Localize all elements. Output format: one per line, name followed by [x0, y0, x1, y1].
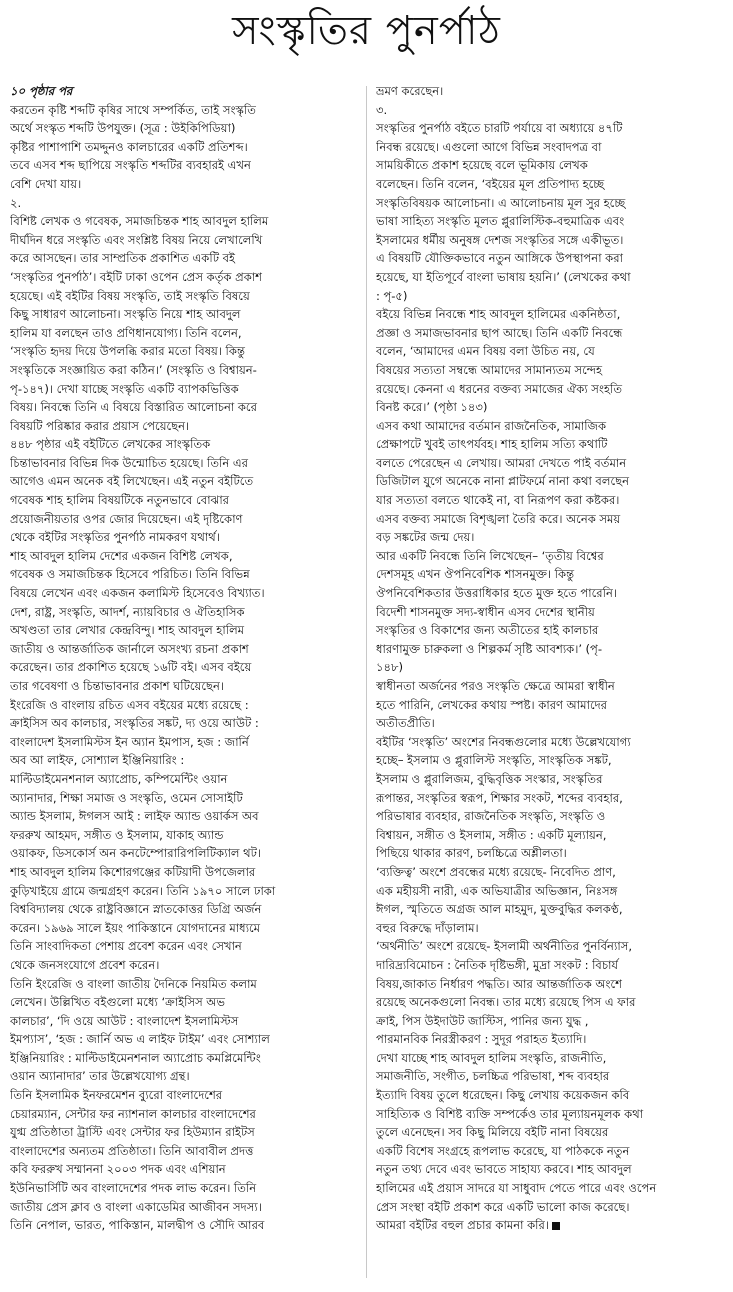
- article-line: তার গবেষণা ও চিন্তাভাবনার প্রকাশ ঘটিয়েছেন।: [10, 679, 224, 693]
- article-line: হচ্ছে– ইসলাম ও প্লুরালিস্ট সংস্কৃতি, সাংস্কৃতিক সঙ্কট,: [376, 753, 612, 768]
- article-line: এ বিষয়টি যৌক্তিকভাবে নতুন আঙ্গিকে উপস্থাপনা করা: [376, 251, 623, 266]
- article-line: ক্রাইসিস অব কালচার, সংস্কৃতির সঙ্কট, দ্য ওয়ে আউট :: [10, 716, 259, 731]
- article-line: পিছিয়ে থাকার কারণ, চলচ্চিত্রে অশ্লীলতা।: [376, 846, 567, 861]
- article-line: ১৪৮): [376, 660, 403, 675]
- article-line: গবেষক ও সমাজচিন্তক হিসেবে পরিচিত। তিনি বিভিন্ন: [10, 567, 250, 582]
- article-line: পরিভাষার ব্যবহার, রাজনৈতিক সংস্কৃতি, সংস্কৃতি ও: [376, 809, 606, 824]
- article-line: নিবন্ধ রয়েছে। এগুলো আগে বিভিন্ন সংবাদপত্র বা: [376, 139, 602, 154]
- article-line: লেখেন। উল্লিখিত বইগুলো মধ্যে ‘ক্রাইসিস অভ: [10, 995, 225, 1010]
- end-mark-icon: [552, 1222, 560, 1230]
- article-line: আমরা বইটির বহুল প্রচার কামনা করি।: [376, 1216, 724, 1235]
- article-line: দেশ, রাষ্ট্র, সংস্কৃতি, আদর্শ, ন্যায়বিচার ও ঐতিহাসিক: [10, 604, 245, 619]
- article-line: ২.: [10, 195, 22, 210]
- article-line: অখণ্ডতা তার লেখার কেন্দ্রবিন্দু। শাহ আবদুল হালিম: [10, 623, 245, 638]
- article-line: যার সত্যতা বলতে থাকেই না, বা নিরূপণ করা কষ্টকর।: [376, 493, 620, 508]
- article-line: করতেন কৃষ্টি শব্দটি কৃষির সাথে সম্পর্কিত, তাই সংস্কৃতি: [10, 102, 256, 117]
- article-line: শাহ আবদুল হালিম কিশোরগঞ্জের কটিয়াদী উপজেলার: [10, 864, 256, 879]
- article-line: বলতে পেরেছেন এ লেখায়। আমরা দেখতে পাই বর্তমান: [376, 455, 627, 470]
- article-line: কিছু সাধারণ আলোচনা। সংস্কৃতি নিয়ে শাহ আবদুল: [10, 307, 241, 322]
- article-line: বিশ্ববিদ্যালয় থেকে রাষ্ট্রবিজ্ঞানে স্নাতকোত্তর ডিগ্রি অর্জন: [10, 902, 262, 917]
- article-line: বলেছেন। তিনি বলেন, ‘বইয়ের মূল প্রতিপাদ্য হচ্ছে: [376, 176, 605, 191]
- article-line: থেকে জনসংযোগে প্রবেশ করেন।: [10, 957, 160, 972]
- article-line: ১০ পৃষ্ঠার পর: [10, 84, 73, 98]
- article-line: কৃষ্টির পাশাপাশি তমদ্দুনও কালচারের একটি প্রতিশব্দ।: [10, 139, 248, 154]
- article-line: ইসলামের ধর্মীয় অনুষঙ্গ দেশজ সংস্কৃতির সঙ্গে একীভূত।: [376, 232, 624, 247]
- article-line: দেখা যাচ্ছে শাহ আবদুল হালিম সংস্কৃতি, রাজনীতি,: [376, 1050, 607, 1065]
- article-line: সাহিত্যিক ও বিশিষ্ট ব্যক্তি সম্পর্কেও তার মূল্যায়নমূলক কথা: [376, 1106, 644, 1121]
- article-line: বাংলাদেশের অন্যতম প্রতিষ্ঠাতা। তিনি আবাবীল প্রদত্ত: [10, 1143, 254, 1158]
- article-line: অ্যানাদার, শিক্ষা সমাজ ও সংস্কৃতি, ওমেন সোসাইটি: [10, 790, 243, 805]
- article-line: ইউনিভার্সিটি অব বাংলাদেশের পদক লাভ করেন। তিনি: [10, 1181, 257, 1196]
- article-line: তিনি সাংবাদিকতা পেশায় প্রবেশ করেন এবং সেখান: [10, 939, 242, 954]
- article-line: বড় সঙ্কটের জন্ম দেয়।: [376, 530, 475, 545]
- article-line: কুড়িখাইয়ে গ্রামে জন্মগ্রহণ করেন। তিনি ১৯৭০ সালে ঢাকা: [10, 883, 276, 898]
- article-line: দারিদ্র্যবিমোচন : নৈতিক দৃষ্টিভঙ্গী, মুদ্রা সংকট : বিচার্য: [376, 957, 619, 972]
- article-line: বিশ্বায়ন, সঙ্গীত ও ইসলাম, সঙ্গীত : একটি মূল্যায়ন,: [376, 827, 607, 842]
- article-line: তিনি ইংরেজি ও বাংলা জাতীয় দৈনিকে নিয়মিত কলাম: [10, 976, 257, 991]
- article-line: থেকে বইটির সংস্কৃতির পুনর্পাঠ নামকরণ যথার্থ।: [10, 530, 220, 545]
- article-column-right: [376, 82, 724, 1282]
- article-line: হালিম যা বলছেন তাও প্রণিধানযোগ্য। তিনি বলেন,: [10, 325, 242, 340]
- article-line: সংস্কৃতিবিষয়ক আলোচনা। এ আলোচনায় মূল সুর হচ্ছে: [376, 195, 626, 210]
- article-line: অতীতপ্রীতি।: [376, 716, 435, 731]
- article-line: অ্যান্ড ইসলাম, ঈগলস আই : লাইফ অ্যান্ড ওয়ার্কস অব: [10, 809, 259, 824]
- article-line: ক্রাই, পিস উইদাউট জাস্টিস, পানির জন্য যুদ্ধ ,: [376, 1013, 589, 1028]
- article-line: শাহ আবদুল হালিম দেশের একজন বিশিষ্ট লেখক,: [10, 548, 233, 563]
- article-line: সংস্কৃতির পুনর্পাঠ বইতে চারটি পর্যায়ে বা অধ্যায়ে ৪৭টি: [376, 121, 623, 136]
- article-line: বিষয়। নিবন্ধে তিনি এ বিষয়ে বিস্তারিত আলোচনা করে: [10, 400, 257, 415]
- article-line: নতুন তথ্য দেবে এবং ভাবতে সাহায্য করবে। শাহ আবদুল: [376, 1162, 632, 1177]
- article-line: : পৃ-৫): [376, 288, 408, 303]
- article-line: ইংরেজি ও বাংলায় রচিত এসব বইয়ের মধ্যে রয়েছে :: [10, 697, 249, 712]
- article-line: ডিজিটাল যুগে অনেকে নানা প্লাটফর্মে নানা কথা বলছেন: [376, 474, 630, 489]
- article-line: অর্থে সংস্কৃত শব্দটি উপযুক্ত। (সূত্র : উইকিপিডিয়া): [10, 121, 236, 136]
- article-line: বিনষ্ট করে।’ (পৃষ্ঠা ১৪৩): [376, 400, 488, 415]
- article-line: বিষয়,জাকাত নির্ধারণ পদ্ধতি। আর আন্তর্জাতিক অংশে: [376, 976, 622, 991]
- article-line: এসব কথা আমাদের বর্তমান রাজনৈতিক, সামাজিক: [376, 418, 607, 433]
- article-line: চেয়ারম্যান, সেন্টার ফর ন্যাশনাল কালচার বাংলাদেশের: [10, 1106, 256, 1121]
- article-line: ৪৪৮ পৃষ্ঠার এই বইটিতে লেখকের সাংস্কৃতিক: [10, 437, 211, 452]
- article-line: বিশিষ্ট লেখক ও গবেষক, সমাজচিন্তক শাহ আবদুল হালিম: [10, 214, 269, 229]
- article-line: ‘অর্থনীতি’ অংশে রয়েছে- ইসলামী অর্থনীতির পুনর্বিন্যাস,: [376, 939, 632, 954]
- article-line: ওয়াকফ, ডিসকোর্স অন কনটেম্পোরারিপলিটিক্যাল থট।: [10, 846, 261, 861]
- article-line: হয়েছে, যা ইতিপূর্বে বাংলা ভাষায় হয়নি।’ (লেখকের কথা: [376, 269, 631, 284]
- article-line: বিদেশী শাসনমুক্ত সদ্য-স্বাধীন এসব দেশের স্থানীয়: [376, 604, 595, 619]
- article-line: তবে এসব শব্দ ছাপিয়ে সংস্কৃতি শব্দটির ব্যবহারই এখন: [10, 158, 251, 173]
- article-line: প্রেক্ষাপটে খুবই তাৎপর্যবহ। শাহ হালিম সত্যি কথাটি: [376, 437, 608, 452]
- article-line: ইঞ্জিনিয়ারিং : মাল্টিডাইমেনশনাল অ্যাপ্রোচ কমপ্লিমেন্টিং: [10, 1050, 261, 1065]
- article-line: কালচার’, ‘দি ওয়ে আউট : বাংলাদেশ ইসলামিস্টস: [10, 1013, 239, 1028]
- article-line: বহুর বিরুদ্ধে দাঁড়ালাম।: [376, 920, 479, 935]
- article-line: মাল্টিডাইমেনশনাল অ্যাপ্রোচ, কম্পিমেন্টিং ওয়ান: [10, 771, 228, 786]
- article-line: আর একটি নিবন্ধে তিনি লিখেছেন– ‘তৃতীয় বিশ্বের: [376, 548, 604, 563]
- article-line: রয়েছে। কেননা এ ধরনের বক্তব্য সমাজের ঐক্য সংহতি: [376, 381, 623, 396]
- article-line: ওয়ান অ্যানাদার’ তার উল্লেখযোগ্য গ্রন্থ।: [10, 1069, 190, 1084]
- article-line: কবি ফররুখ সম্মাননা ২০০৩ পদক এবং এশিয়ান: [10, 1162, 226, 1177]
- article-line: এক মহীয়সী নারী, এক অভিযাত্রীর অভিজ্ঞান, নিঃসঙ্গ: [376, 883, 618, 898]
- article-line: দীর্ঘদিন ধরে সংস্কৃতি এবং সংশ্লিষ্ট বিষয় নিয়ে লেখালেখি: [10, 232, 263, 247]
- article-line: হতে পারিনি, লেখকের কথায় স্পষ্ট। কারণ আমাদের: [376, 697, 608, 712]
- article-line: চিন্তাভাবনার বিভিন্ন দিক উন্মোচিত হয়েছে। তিনি এর: [10, 455, 249, 470]
- article-body: [10, 82, 724, 1282]
- article-line: জাতীয় প্রেস ক্লাব ও বাংলা একাডেমির আজীবন সদস্য।: [10, 1199, 262, 1214]
- article-line: বইটির ‘সংস্কৃতি’ অংশের নিবন্ধগুলোর মধ্যে উল্লেখযোগ্য: [376, 734, 631, 749]
- article-line: করেছেন। তার প্রকাশিত হয়েছে ১৬টি বই। এসব বইয়ে: [10, 660, 252, 675]
- article-line: সংস্কৃতির ও বিকাশের জন্য অতীতের হাই কালচার: [376, 623, 599, 638]
- article-line: ইমপ্যাস’, ‘হজ : জার্নি অভ এ লাইফ টাইম’ এবং সোশ্যাল: [10, 1032, 270, 1047]
- article-line: দেশসমূহ এখন ঔপনিবেশিক শাসনমুক্ত। কিন্তু: [376, 567, 575, 582]
- article-line: পৃ-১৪৭)। দেখা যাচ্ছে সংস্কৃতি একটি ব্যাপকভিত্তিক: [10, 381, 239, 396]
- article-line: করে আসছেন। তার সাম্প্রতিক প্রকাশিত একটি বই: [10, 251, 235, 266]
- column-divider: [366, 86, 367, 1278]
- article-line: ‘সংস্কৃতির পুনর্পাঠ’। বইটি ঢাকা ওপেন প্রেস কর্তৃক প্রকাশ: [10, 269, 262, 284]
- article-line: স্বাধীনতা অর্জনের পরও সংস্কৃতি ক্ষেত্রে আমরা স্বাধীন: [376, 679, 615, 693]
- article-line: বলেন, ‘আমাদের এমন বিষয় বলা উচিত নয়, যে: [376, 344, 595, 359]
- article-column-left: [10, 82, 358, 1282]
- article-line: ৩.: [376, 102, 388, 117]
- article-line: তুলে এনেছেন। সব কিছু মিলিয়ে বইটি নানা বিষয়ের: [376, 1125, 609, 1140]
- article-line: বিষয়ের সত্যতা সম্বন্ধে আমাদের সামান্যতম সন্দেহ: [376, 362, 603, 377]
- article-line: বিষয়টি পরিষ্কার করার প্রয়াস পেয়েছেন।: [10, 418, 190, 433]
- article-line: রয়েছে অনেকগুলো নিবন্ধ। তার মধ্যে রয়েছে পিস এ ফার: [376, 995, 636, 1010]
- article-line: বইয়ে বিভিন্ন নিবন্ধে শাহ আবদুল হালিমের একনিষ্ঠতা,: [376, 307, 621, 322]
- article-line: ‘ব্যক্তিত্ব’ অংশে প্রবন্ধের মধ্যে রয়েছে- নিবেদিত প্রাণ,: [376, 864, 616, 879]
- article-line: সংস্কৃতিকে সংজ্ঞায়িত করা কঠিন।’ (সংস্কৃতি ও বিশ্বায়ন-: [10, 362, 257, 377]
- article-line: ভ্রমণ করেছেন।: [376, 84, 444, 98]
- article-line: প্রয়োজনীয়তার ওপর জোর দিয়েছেন। এই দৃষ্টিকোণ: [10, 511, 243, 526]
- article-line: প্রেস সংস্থা বইটি প্রকাশ করে একটি ভালো কাজ করেছে।: [376, 1199, 630, 1214]
- article-line: জাতীয় ও আন্তর্জাতিক জার্নালে অসংখ্য রচনা প্রকাশ: [10, 641, 249, 656]
- article-line: অব আ লাইফ, সোশ্যাল ইঞ্জিনিয়ারিং :: [10, 753, 185, 768]
- article-headline: সংস্কৃতির পুনর্পাঠ: [232, 8, 501, 54]
- article-line: ‘সংস্কৃতি হৃদয় দিয়ে উপলব্ধি করার মতো বিষয়। কিন্তু: [10, 344, 245, 359]
- article-line: ধারণামুক্ত চারুকলা ও শিল্পকর্ম সৃষ্টি আবশ্যক।’ (পৃ-: [376, 641, 602, 656]
- article-line: বাংলাদেশ ইসলামিস্টস ইন অ্যান ইমপাস, হজ : জার্নি: [10, 734, 249, 749]
- article-line: করেন। ১৯৬৯ সালে ইয়ং পাকিস্তানে যোগদানের মাধ্যমে: [10, 920, 261, 935]
- article-line: হয়েছে। এই বইটির বিষয় সংস্কৃতি, তাই সংস্কৃতি বিষয়ে: [10, 288, 250, 303]
- article-line: একটি বিশেষ সংগ্রহে রূপলাভ করেছে, যা পাঠককে নতুন: [376, 1143, 630, 1158]
- article-line: আগেও এমন অনেক বই লিখেছেন। এই নতুন বইটিতে: [10, 474, 254, 489]
- article-line: ঈগল, স্মৃতিতে অগ্রজ আল মাহমুদ, মুক্তবুদ্ধির কলকণ্ঠ,: [376, 902, 623, 917]
- article-line: ইত্যাদি বিষয় তুলে ধরেছেন। কিছু লেখায় কয়েকজন কবি: [376, 1088, 630, 1103]
- article-line: পারমানবিক নিরস্ত্রীকরণ : সুদূর পরাহত ইত্যাদি।: [376, 1032, 587, 1047]
- article-line: ভাষা সাহিত্য সংস্কৃতি মূলত প্লুরালিস্টিক-বহুমাত্রিক এবং: [376, 214, 625, 229]
- article-line: তিনি নেপাল, ভারত, পাকিস্তান, মালদ্বীপ ও সৌদি আরব: [10, 1218, 265, 1233]
- article-line: যুগ্ম প্রতিষ্ঠাতা ট্রাস্টি এবং সেন্টার ফর হিউম্যান রাইটস: [10, 1125, 255, 1140]
- article-line: তিনি ইসলামিক ইনফরমেশন ব্যুরো বাংলাদেশের: [10, 1088, 223, 1103]
- article-line: হালিমের এই প্রয়াস সাদরে যা সাধুবাদ পেতে পারে এবং ওপেন: [376, 1181, 657, 1196]
- article-line: ইসলাম ও প্লুরালিজম, বুদ্ধিবৃত্তিক সংস্কার, সংস্কৃতির: [376, 771, 603, 786]
- article-line: গবেষক শাহ হালিম বিষয়টিকে নতুনভাবে বোঝার: [10, 493, 229, 508]
- article-line: এসব বক্তব্য সমাজে বিশৃঙ্খলা তৈরি করে। অনেক সময়: [376, 511, 621, 526]
- article-line: ঔপনিবেশিকতার উত্তরাধিকার হতে মুক্ত হতে পারেনি।: [376, 586, 617, 601]
- article-line: বেশি দেখা যায়।: [10, 176, 82, 191]
- article-line: সমাজনীতি, সংগীত, চলচ্চিত্র পরিভাষা, শব্দ ব্যবহার: [376, 1069, 610, 1084]
- article-line: বিষয়ে লেখেন এবং একজন কলামিস্ট হিসেবেও বিখ্যাত।: [10, 586, 265, 601]
- article-line: প্রজ্ঞা ও সমাজভাবনার ছাপ আছে। তিনি একটি নিবন্ধে: [376, 325, 623, 340]
- article-line: রূপান্তর, সংস্কৃতির স্বরূপ, শিক্ষার সংকট, শব্দের ব্যবহার,: [376, 790, 623, 805]
- article-line: ফররুখ আহমদ, সঙ্গীত ও ইসলাম, যাকাহ অ্যান্ড: [10, 827, 224, 842]
- article-line: সাময়িকীতে প্রকাশ হয়েছে বলে ভূমিকায় লেখক: [376, 158, 588, 173]
